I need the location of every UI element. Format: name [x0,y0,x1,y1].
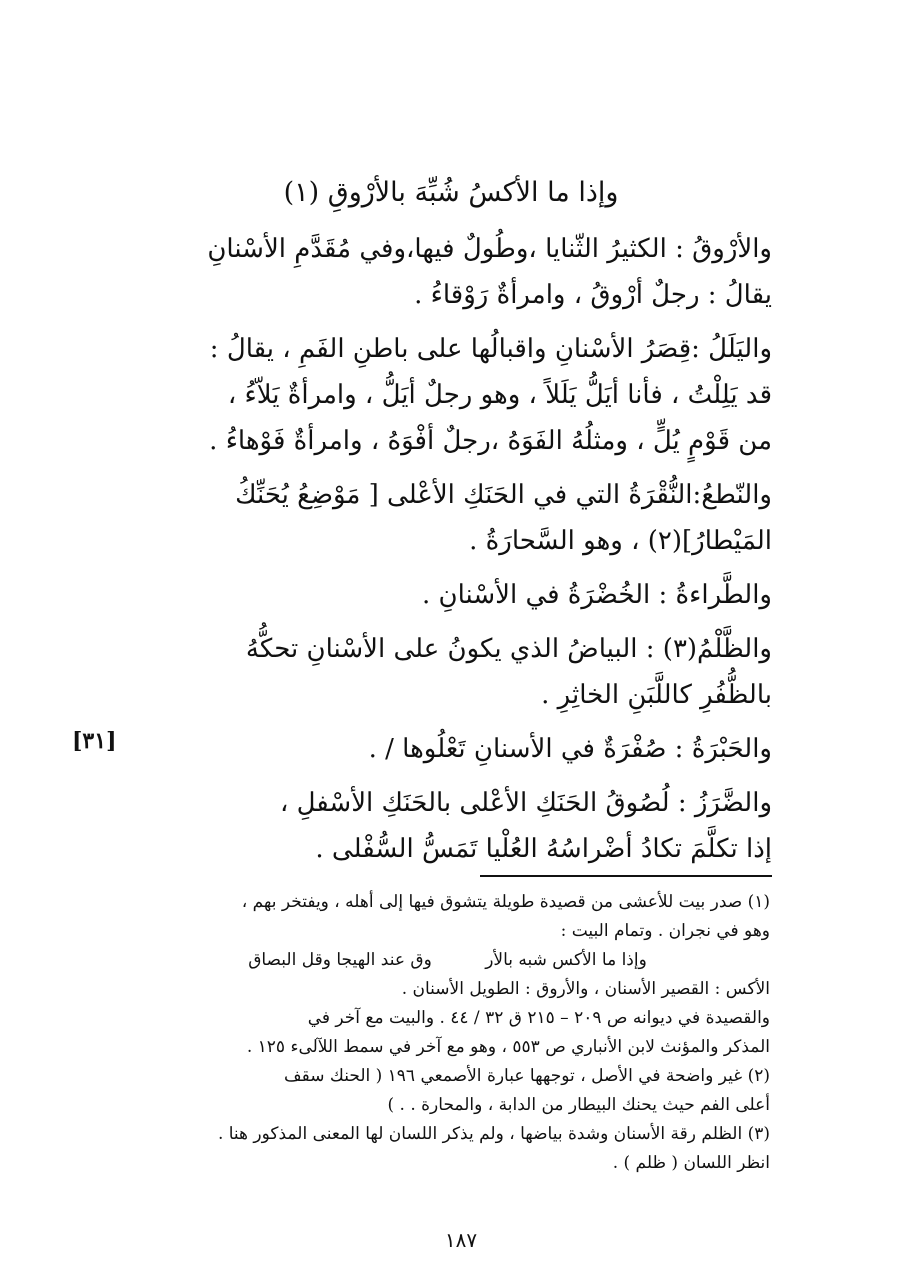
paragraph-yalal [150,326,772,464]
text-line: يقالُ : رجلٌ أرْوقُ ، وامرأةٌ رَوْقاءُ . [414,280,772,310]
text-line: بالظُّفُرِ كاللَّبَنِ الخاثِرِ . [541,680,772,710]
text-line: المَيْطارُ](٢) ، وهو السَّحارَةُ . [469,526,772,556]
footnote-line: (١) صدر بيت للأعشى من قصيدة طويلة يتشوق فيها إلى أهله ، ويفتخر بهم ، [241,892,770,912]
paragraph-habra [150,726,772,772]
footnotes [125,888,770,1178]
text-line: واليَلَلُ :قِصَرُ الأسْنانِ واقبالُها على باطنِ الفَمِ ، يقالُ : [209,334,772,364]
page-number: ١٨٧ [444,1228,478,1252]
text-line: والضَّرَزُ : لُصُوقُ الحَنَكِ الأعْلى بالحَنَكِ الأسْفلِ ، [279,788,772,818]
main-text [150,168,772,872]
paragraph-zalm [150,626,772,718]
paragraph-arwaq [150,226,772,318]
poem-verse: وإذا ما الأكسُ شُبِّهَ بالأرْوقِ (١) [283,177,619,208]
text-line: والطَّراءةُ : الخُضْرَةُ في الأسْنانِ . [421,580,772,610]
paragraph-daraz [150,780,772,872]
text-line: والظَّلْمُ(٣) : البياضُ الذي يكونُ على الأسْنانِ تحكُّهُ [245,634,772,664]
footnote-line: أعلى الفم حيث يحنك البيطار من الدابة ، والمحارة . . ) [387,1095,770,1115]
paragraph-nat [150,472,772,564]
text-line: قد يَلِلْتُ ، فأنا أيَلُّ يَلَلاً ، وهو رجلٌ أيَلُّ ، وامرأةٌ يَلاّءُ ، [227,380,772,410]
footnote-line: الأكس : القصير الأسنان ، والأروق : الطويل الأسنان . [401,979,770,999]
text-line: والنّطعُ:النُّقْرَةُ التي في الحَنَكِ الأعْلى [ مَوْضِعُ يُحَنِّكُ [235,480,772,510]
verse-hemistich-second: وق عند الهيجا وقل البصاق [248,950,432,970]
footnote-line: (٣) الظلم رقة الأسنان وشدة بياضها ، ولم يذكر اللسان لها المعنى المذكور هنا . [217,1124,770,1144]
text-line: من قَوْمٍ يُلٍّ ، ومثلُهُ الفَوَهُ ،رجلٌ أفْوَهُ ، وامرأةٌ فَوْهاءُ . [209,426,772,456]
text-line: إذا تكلَّمَ تكادُ أضْراسُهُ العُلْيا تَمَسُّ السُّفْلى . [315,834,772,864]
footnote-line: وهو في نجران . وتمام البيت : [560,921,770,941]
verse-hemistich-first: وإذا ما الأكس شبه بالأر [485,950,647,970]
footnote-verse [125,946,770,975]
text-line: والأرْوقُ : الكثيرُ الثّنايا ،وطُولٌ فيها،وفي مُقَدَّمِ الأسْنانِ [207,234,772,264]
footnote-divider [480,875,772,877]
footnote-line: انظر اللسان ( ظلم ) . [612,1153,770,1173]
text-line: والحَبْرَةُ : صُفْرَةٌ في الأسنانِ تَعْلُوها / . [368,734,772,764]
footnote-line: (٢) غير واضحة في الأصل ، توجهها عبارة الأصمعي ١٩٦ ( الحنك سقف [284,1066,770,1086]
footnote-line: المذكر والمؤنث لابن الأنباري ص ٥٥٣ ، وهو مع آخر في سمط اللآلىء ١٢٥ . [246,1037,770,1057]
paragraph-taraa [150,572,772,618]
margin-folio-marker: [٣١] [72,728,117,754]
footnote-line: والقصيدة في ديوانه ص ٢٠٩ – ٢١٥ ق ٣٢ / ٤٤ . والبيت مع آخر في [307,1008,770,1028]
